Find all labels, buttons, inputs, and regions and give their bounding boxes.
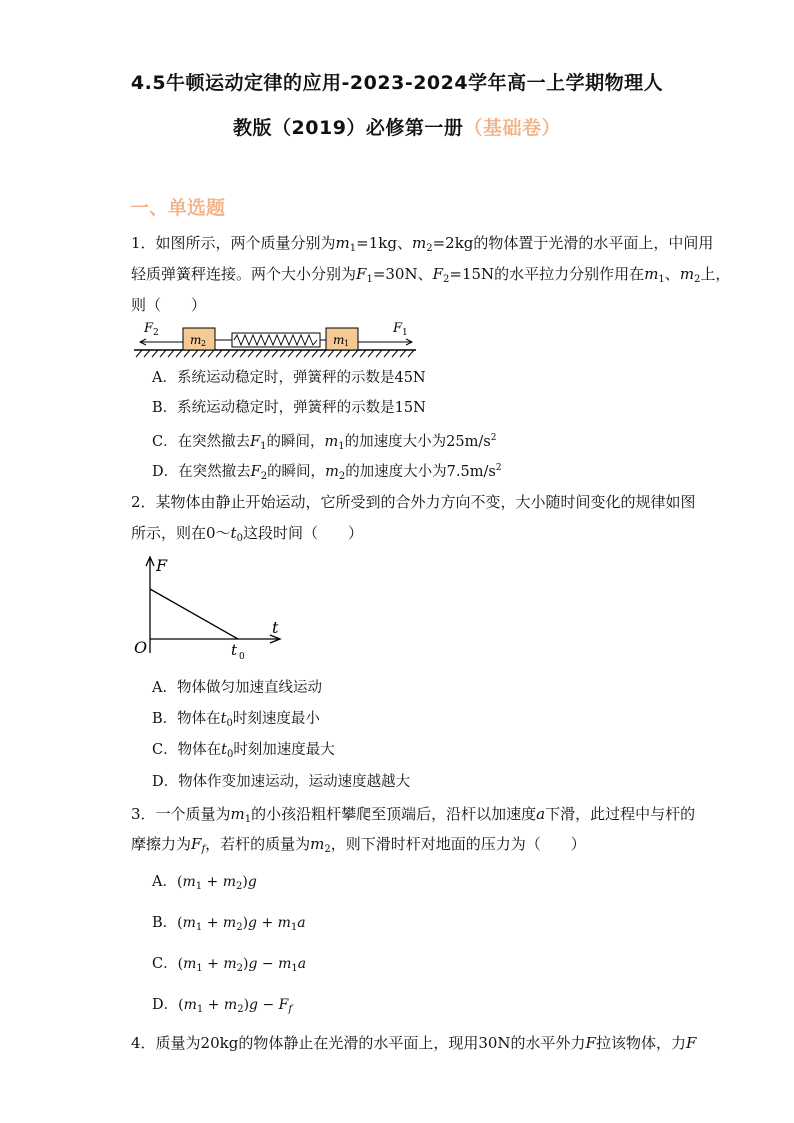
- q2-option-d: D．物体作变加速运动，运动速度越越大: [152, 774, 411, 790]
- q3-option-b: B．$(m_1 + m_2)g + m_1a$: [152, 915, 306, 933]
- q3-option-c: C．$(m_1 + m_2)g - m_1a$: [152, 956, 307, 974]
- q1-figure-springs: [130, 316, 420, 362]
- q1-line-2: 轻质弹簧秤连接。两个大小分别为$F_1=30N$、$F_2=15N$的水平拉力分别作用在$m_1$、$m_2$上，: [131, 265, 731, 285]
- q4-line-1: 4．质量为20kg的物体静止在光滑的水平面上，现用30N的水平外力F拉该物体，力F: [131, 1034, 697, 1052]
- block-m1-label: m: [333, 333, 345, 347]
- q1-option-d: D．在突然撤去$F_2$的瞬间，$m_2$的加速度大小为$7.5m/s^2$: [152, 463, 502, 482]
- q1-option-a: A．系统运动稳定时，弹簧秤的示数是45N: [152, 370, 426, 386]
- f1-subscript: 1: [402, 328, 408, 338]
- block-m1-subscript: 1: [344, 339, 350, 348]
- title-text: 教版（2019）必修第一册: [233, 117, 464, 139]
- ground-hatch: [136, 350, 414, 357]
- q1-line-3: 则（ ）: [131, 296, 207, 314]
- title-tag: （基础卷）: [463, 117, 561, 139]
- t0-subscript: 0: [239, 652, 245, 662]
- section-heading: 一、单选题: [130, 197, 226, 219]
- block-m2-label: m: [190, 333, 202, 347]
- f2-label: F: [144, 321, 154, 336]
- t-axis-label: t: [272, 618, 279, 637]
- q2-option-c: C．物体在$t_0$时刻加速度最大: [152, 742, 335, 760]
- q1-option-c: C．在突然撤去$F_1$的瞬间，$m_1$的加速度大小为$25m/s^2$: [152, 433, 497, 452]
- block-m2-subscript: 2: [201, 339, 207, 348]
- title-line-2: [0, 113, 794, 140]
- f1-label: F: [393, 321, 403, 336]
- q3-option-d: D．$(m_1 + m_2)g - F_f$: [152, 997, 293, 1015]
- q2-figure-f-t-graph: [130, 553, 290, 665]
- q3-line-1: 3．一个质量为$m_1$的小孩沿粗杆攀爬至顶端后，沿杆以加速度a下滑，此过程中与杆的: [131, 805, 696, 825]
- q2-line-2: 所示，则在$0\sim t_0$这段时间（ ）: [131, 524, 363, 544]
- q3-line-2: 摩擦力为$F_f$，若杆的质量为$m_2$，则下滑时杆对地面的压力为（ ）: [131, 835, 586, 855]
- q2-option-a: A．物体做匀加速直线运动: [152, 680, 322, 696]
- q2-line-1: 2．某物体由静止开始运动，它所受到的合外力方向不变，大小随时间变化的规律如图: [131, 493, 696, 511]
- origin-label: O: [134, 638, 148, 657]
- q2-option-b: B．物体在$t_0$时刻速度最小: [152, 711, 320, 729]
- title-line-1: 4.5牛顿运动定律的应用-2023-2024学年高一上学期物理人: [130, 72, 664, 94]
- q1-line-1: 1．如图所示，两个质量分别为$m_1=1kg$、$m_2=2kg$的物体置于光滑的水平面上，中间用: [131, 234, 714, 254]
- f2-subscript: 2: [153, 328, 159, 338]
- force-line: [150, 589, 238, 639]
- t0-label: t: [231, 641, 238, 659]
- f-axis-label: F: [156, 556, 168, 575]
- q3-option-a: A．$(m_1 + m_2)g$: [152, 874, 257, 892]
- q1-option-b: B．系统运动稳定时，弹簧秤的示数是15N: [152, 400, 426, 416]
